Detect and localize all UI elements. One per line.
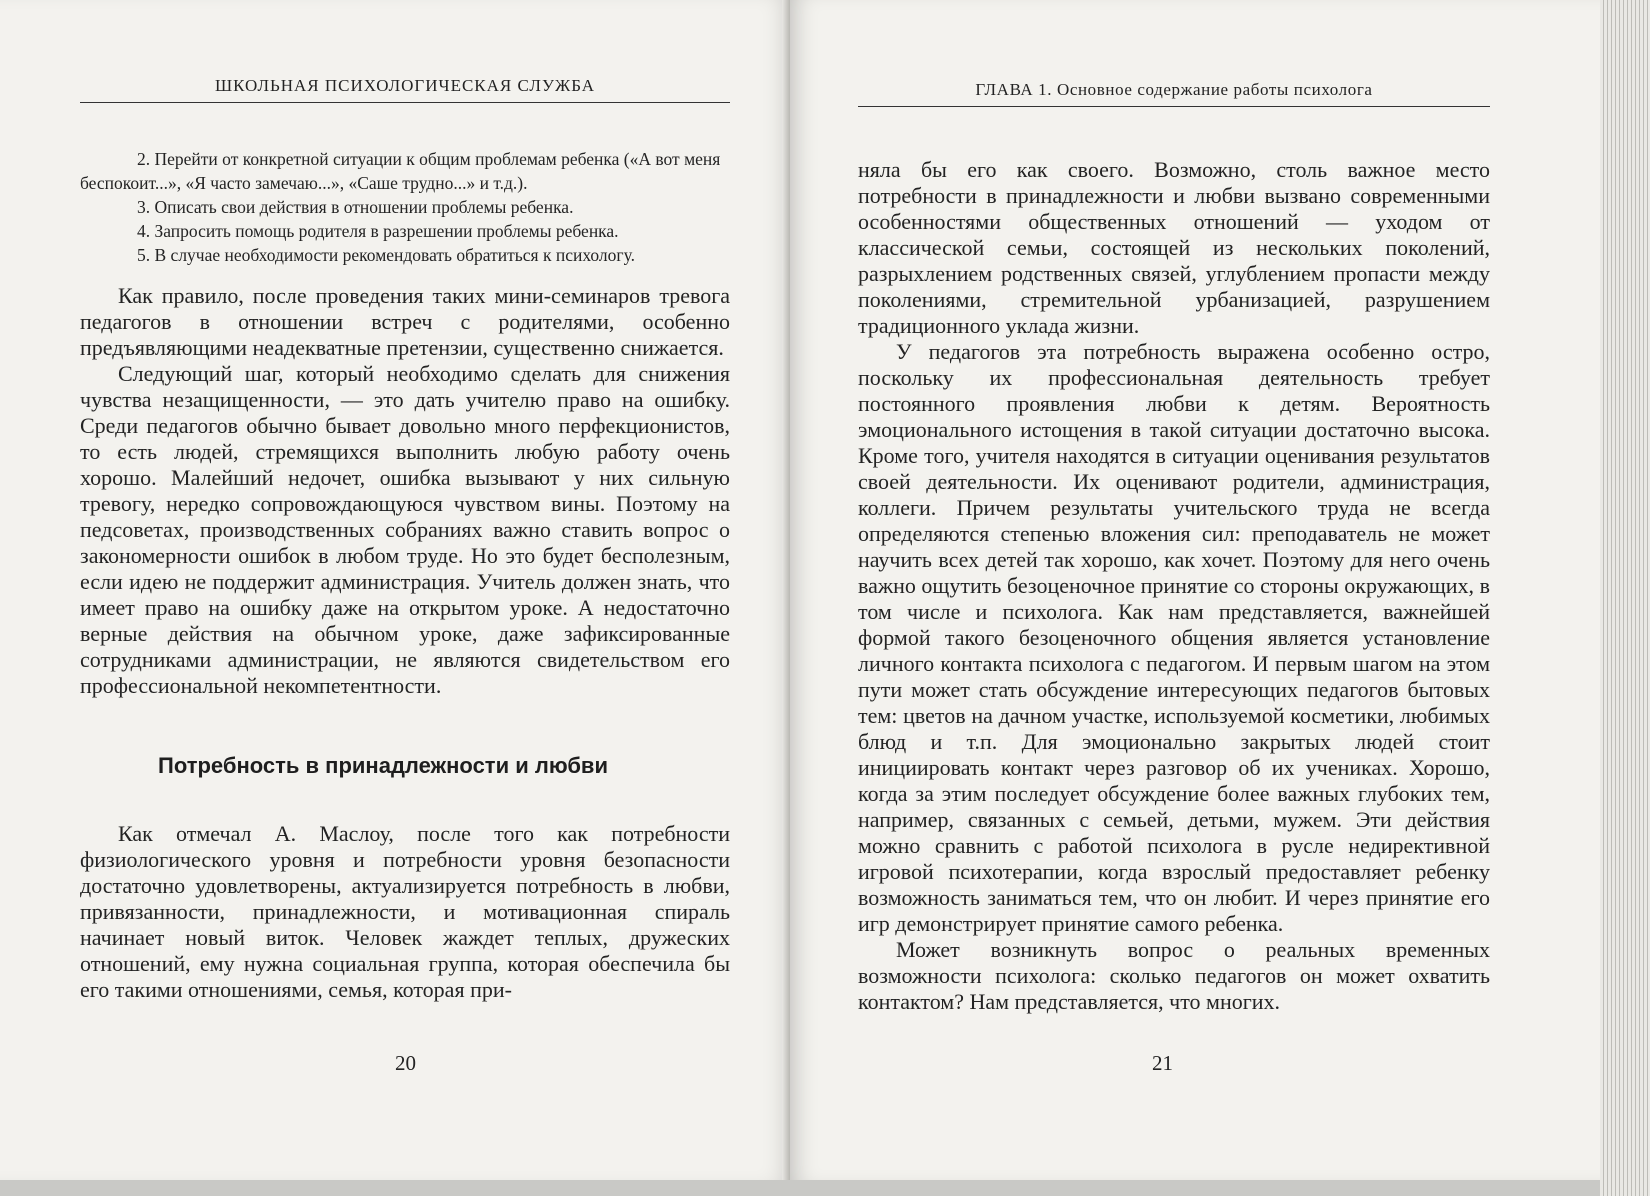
left-page [0, 0, 790, 1180]
numbered-list [80, 147, 730, 267]
page-edges [1600, 0, 1650, 1196]
list-item: 5. В случае необходимости рекомендовать обратиться к психологу. [137, 245, 635, 265]
list-item: 4. Запросить помощь родителя в разрешении проблемы ребенка. [137, 221, 619, 241]
paragraph: У педагогов эта потребность выражена особенно остро, поскольку их профессиональная деятельность требует постоянного проявления любви к детям. Вероятность эмоционального истощения в такой ситуации достаточно высока. Кроме того, учителя находятся в ситуации оценивания результатов своей деятельности. Их оценивают родители, администрация, коллеги. Причем результаты учительского труда не всегда определяются степенью вложения сил: преподаватель не может научить всех детей так хорошо, как хочет. Поэтому для него очень важно ощутить безоценочное принятие со стороны окружающих, в том числе и психолога. Как нам представляется, важнейшей формой такого безоценочного общения является установление личного контакта психолога с педагогом. И первым шагом на этом пути может стать обсуждение интересующих педагогов бытовых тем: цветов на дачном участке, используемой косметики, любимых блюд и т.п. Для эмоционально закрытых людей стоит инициировать контакт через разговор об их учениках. Хорошо, когда за этим последует обсуждение более важных глубоких тем, например, связанных с семьей, детьми, мужем. Эти действия можно сравнить с работой психолога в русле недирективной игровой психотерапии, когда взрослый предоставляет ребенку возможность заниматься тем, что он любит. И через принятие его игр демонстрирует принятие самого ребенка. [858, 339, 1490, 936]
paragraph: Как правило, после проведения таких мини-семинаров тревога педагогов в отношении встреч с родителями, особенно предъявляющими неадекватные претензии, существенно снижается. [80, 283, 730, 360]
page-number-right: 21 [1152, 1051, 1173, 1075]
paragraph: няла бы его как своего. Возможно, столь важное место потребности в принадлежности и любви вызвано современными особенностями общественных отношений — уходом от классической семьи, состоящей из нескольких поколений, разрыхлением родственных связей, углублением пропасти между поколениями, стремительной урбанизацией, разрушением традиционного уклада жизни. [858, 157, 1490, 338]
list-item: 3. Описать свои действия в отношении проблемы ребенка. [137, 197, 574, 217]
section-heading: Потребность в принадлежности и любви [158, 753, 608, 778]
paragraph: Следующий шаг, который необходимо сделать для снижения чувства незащищенности, — это дать учителю право на ошибку. Среди педагогов обычно бывает довольно много перфекционистов, то есть людей, стремящихся выполнить любую работу очень хорошо. Малейший недочет, ошибка вызывают у них сильную тревогу, нередко сопровождающуюся чувством вины. Поэтому на педсоветах, производственных собраниях важно ставить вопрос о закономерности ошибок в любом труде. Но это будет бесполезным, если идею не поддержит администрация. Учитель должен знать, что имеет право на ошибку даже на открытом уроке. А недостаточно верные действия на обычном уроке, даже зафиксированные сотрудниками администрации, не являются свидетельством его профессиональной некомпетентности. [80, 361, 730, 698]
running-head-left: ШКОЛЬНАЯ ПСИХОЛОГИЧЕСКАЯ СЛУЖБА [80, 76, 730, 103]
paragraph: Как отмечал А. Маслоу, после того как потребности физиологического уровня и потребности уровня безопасности достаточно удовлетворены, актуализируется потребность в любви, привязанности, принадлежности, и мотивационная спираль начинает новый виток. Человек жаждет теплых, дружеских отношений, ему нужна социальная группа, которая обеспечила бы его такими отношениями, семья, которая при- [80, 821, 730, 1002]
list-item: 2. Перейти от конкретной ситуации к общим проблемам ребенка («А вот меня беспокоит...», «Я часто замечаю...», «Саше трудно...» и т.д.). [80, 149, 721, 193]
running-head-right: ГЛАВА 1. Основное содержание работы психолога [858, 80, 1490, 107]
page-number-left: 20 [395, 1051, 416, 1075]
right-page [790, 0, 1600, 1180]
paragraph: Может возникнуть вопрос о реальных временных возможности психолога: сколько педагогов он может охватить контактом? Нам представляется, что многих. [858, 937, 1490, 1014]
